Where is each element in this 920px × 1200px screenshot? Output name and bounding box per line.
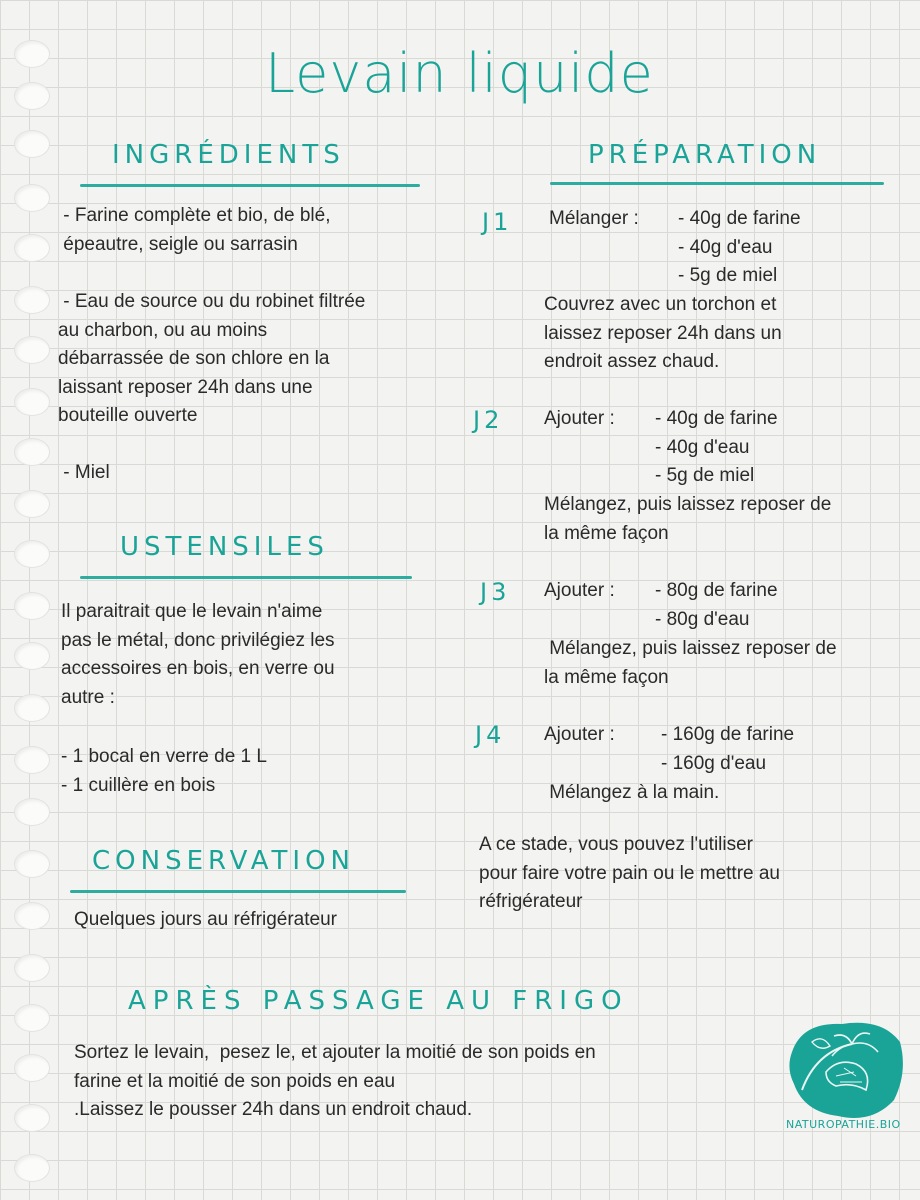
ginkgo-leaf-icon [782, 1012, 910, 1132]
binder-hole [14, 438, 50, 466]
ingredient-honey: - Miel [58, 462, 110, 483]
binder-holes [14, 0, 54, 1200]
day-label-j1: J1 [482, 208, 513, 236]
j4-action: Ajouter : [544, 724, 615, 745]
ingredient-flour: - Farine complète et bio, de blé, épeautre, seigle ou sarrasin [63, 205, 331, 255]
binder-hole [14, 388, 50, 416]
ustensiles-rule [80, 576, 412, 579]
j2-note: Mélangez, puis laissez reposer de la même façon [544, 494, 832, 544]
binder-hole [14, 1004, 50, 1032]
binder-hole [14, 490, 50, 518]
binder-hole [14, 286, 50, 314]
binder-hole [14, 902, 50, 930]
page-title: Levain liquide [265, 42, 654, 105]
j3-quantities: - 80g de farine - 80g d'eau [655, 580, 778, 630]
ustensiles-intro: Il paraitrait que le levain n'aime pas le métal, donc privilégiez les accessoires en bois, en verre ou autre : [61, 601, 335, 708]
j1-quantities: - 40g de farine - 40g d'eau - 5g de miel [678, 208, 801, 286]
conservation-heading: CONSERVATION [92, 846, 355, 876]
binder-hole [14, 1054, 50, 1082]
j2-quantities: - 40g de farine - 40g d'eau - 5g de miel [655, 408, 778, 486]
conservation-text: Quelques jours au réfrigérateur [74, 909, 337, 930]
j4-note: Mélangez à la main. [544, 782, 720, 803]
binder-hole [14, 336, 50, 364]
binder-hole [14, 694, 50, 722]
day-label-j3: J3 [480, 578, 511, 606]
binder-hole [14, 798, 50, 826]
preparation-rule [550, 182, 884, 185]
day-label-j4: J4 [475, 721, 506, 749]
binder-hole [14, 540, 50, 568]
binder-hole [14, 82, 50, 110]
binder-hole [14, 130, 50, 158]
binder-hole [14, 642, 50, 670]
j2-action: Ajouter : [544, 408, 615, 429]
preparation-heading: PRÉPARATION [588, 140, 822, 170]
j1-action: Mélanger : [549, 208, 639, 229]
binder-hole [14, 1154, 50, 1182]
binder-hole [14, 592, 50, 620]
binder-hole [14, 184, 50, 212]
ustensiles-heading: USTENSILES [120, 532, 329, 562]
ingredient-water: - Eau de source ou du robinet filtrée au charbon, ou au moins débarrassée de son chlore en la laissant reposer 24h dans une bouteille ouverte [58, 291, 366, 426]
binder-hole [14, 850, 50, 878]
ustensiles-list: - 1 bocal en verre de 1 L - 1 cuillère en bois [61, 746, 267, 796]
binder-hole [14, 234, 50, 262]
conservation-rule [70, 890, 406, 893]
j4-quantities: - 160g de farine - 160g d'eau [661, 724, 795, 774]
binder-hole [14, 954, 50, 982]
apres-text: Sortez le levain, pesez le, et ajouter la moitié de son poids en farine et la moitié de son poids en eau .Laissez le pousser 24h dans un endroit chaud. [74, 1042, 596, 1120]
day-label-j2: J2 [473, 406, 504, 434]
apres-heading: APRÈS PASSAGE AU FRIGO [128, 986, 629, 1016]
binder-hole [14, 746, 50, 774]
binder-hole [14, 1104, 50, 1132]
preparation-final: A ce stade, vous pouvez l'utiliser pour faire votre pain ou le mettre au réfrigérateur [479, 834, 781, 912]
ingredients-rule [80, 184, 420, 187]
j3-note: Mélangez, puis laissez reposer de la même façon [544, 638, 837, 688]
ingredients-heading: INGRÉDIENTS [112, 140, 345, 170]
binder-hole [14, 40, 50, 68]
j1-note: Couvrez avec un torchon et laissez reposer 24h dans un endroit assez chaud. [544, 294, 782, 372]
j3-action: Ajouter : [544, 580, 615, 601]
logo-label: NATUROPATHIE.BIO [786, 1118, 901, 1131]
